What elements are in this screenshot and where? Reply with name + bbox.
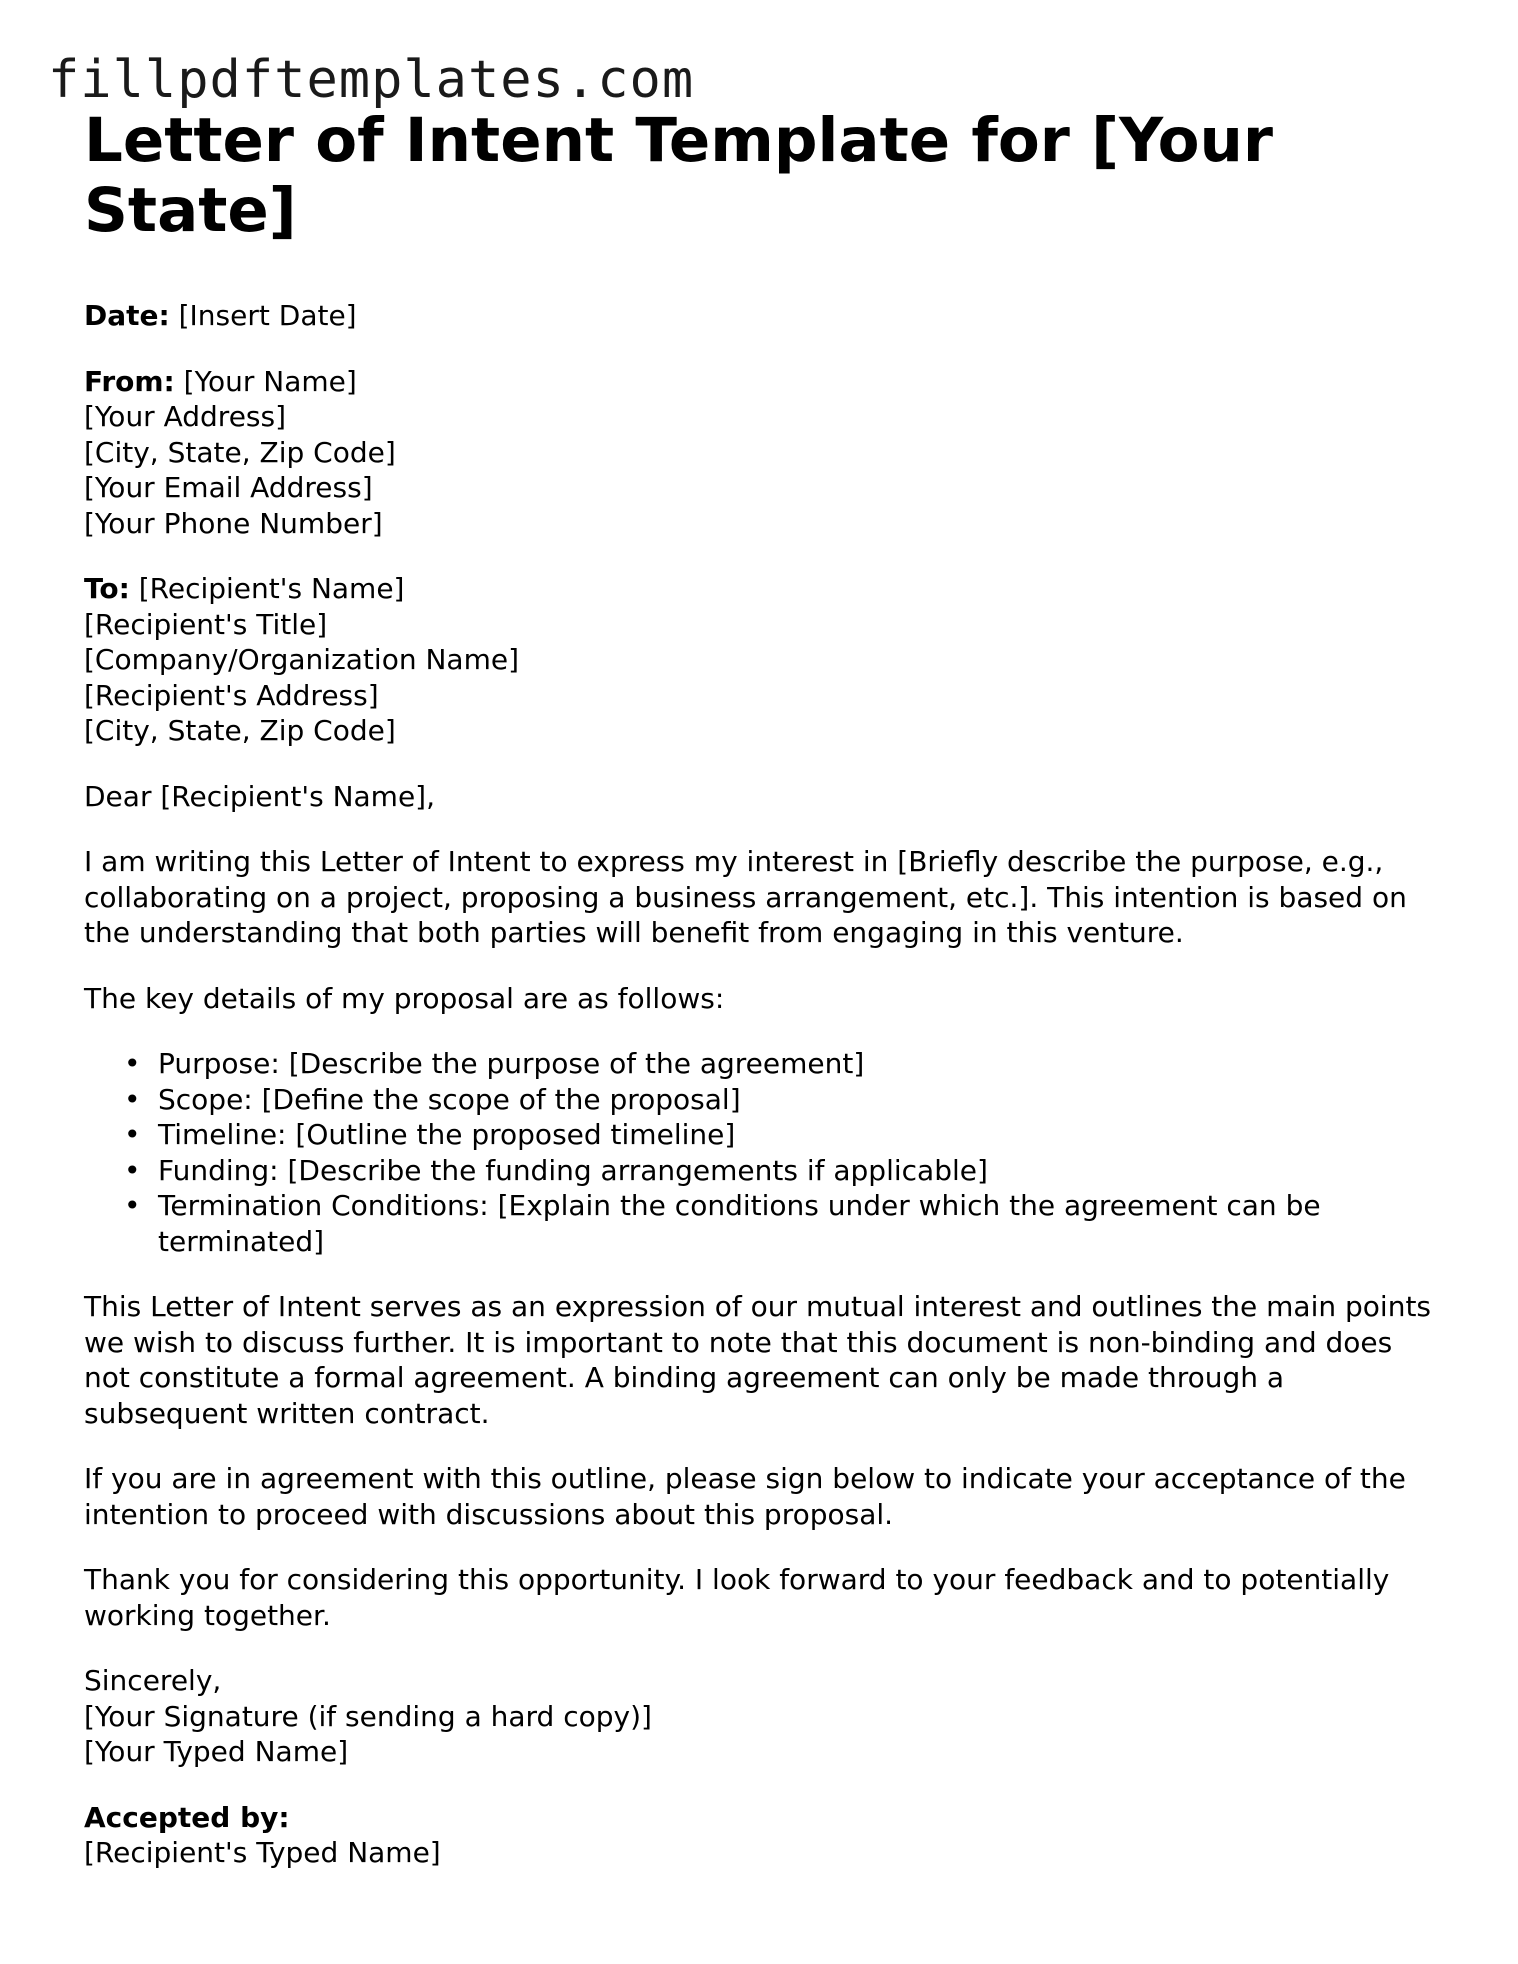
to-label: To:	[84, 572, 130, 605]
recipient-typed-name: [Recipient's Typed Name]	[84, 1836, 441, 1869]
sender-typed-name: [Your Typed Name]	[84, 1735, 349, 1768]
list-item: • Funding: [Describe the funding arrangements if applicable]	[124, 1153, 988, 1187]
list-item: • Purpose: [Describe the purpose of the agreement]	[124, 1047, 865, 1080]
bullet-icon: •	[124, 1153, 141, 1187]
recipient-block	[84, 571, 1444, 749]
from-label: From:	[84, 364, 175, 398]
site-watermark: fillpdftemplates.com	[48, 50, 695, 110]
sender-city-state-zip: [City, State, Zip Code]	[84, 435, 396, 469]
sender-address: [Your Address]	[84, 400, 287, 433]
recipient-organization: [Company/Organization Name]	[84, 643, 519, 676]
nonbinding-paragraph: This Letter of Intent serves as an expression of our mutual interest and outlines the main points we wish to discuss further. It is important to note that this document is non-binding and does not constitute a formal agreement. A binding agreement can only be made through a subsequent written contract.	[84, 1290, 1432, 1430]
recipient-title: [Recipient's Title]	[84, 607, 328, 641]
proposal-details-list	[84, 1046, 1444, 1259]
valediction: Sincerely,	[84, 1664, 222, 1697]
bullet-icon: •	[124, 1082, 141, 1116]
salutation: Dear [Recipient's Name],	[84, 779, 435, 813]
recipient-name: [Recipient's Name]	[138, 572, 405, 605]
details-intro: The key details of my proposal are as follows:	[84, 981, 725, 1015]
recipient-city-state-zip: [City, State, Zip Code]	[84, 714, 396, 747]
signature-placeholder: [Your Signature (if sending a hard copy)]	[84, 1699, 652, 1733]
sender-phone: [Your Phone Number]	[84, 506, 383, 540]
intro-paragraph: I am writing this Letter of Intent to express my interest in [Briefly describe the purpose, e.g., collaborating on a project, proposing a business arrangement, etc.]. This intention is based on the understanding that both parties will benefit from engaging in this venture.	[84, 845, 1407, 949]
letter-document	[84, 106, 1444, 1871]
document-title: Letter of Intent Template for [Your State]	[84, 105, 1273, 246]
accepted-by-label: Accepted by:	[84, 1800, 290, 1834]
sender-block	[84, 364, 1444, 542]
sender-email: [Your Email Address]	[84, 471, 373, 504]
list-item: • Termination Conditions: [Explain the conditions under which the agreement can be terminated]	[124, 1189, 1321, 1258]
bullet-icon: •	[124, 1047, 141, 1080]
acceptance-block	[84, 1800, 1444, 1871]
agreement-paragraph: If you are in agreement with this outline, please sign below to indicate your acceptance of the intention to proceed with discussions about this proposal.	[84, 1462, 1406, 1531]
bullet-icon: •	[124, 1118, 141, 1151]
bullet-icon: •	[124, 1189, 141, 1222]
sender-name: [Your Name]	[183, 364, 357, 398]
date-value: [Insert Date]	[178, 299, 357, 332]
date-block	[84, 298, 1444, 334]
date-label: Date:	[84, 299, 170, 332]
thanks-paragraph: Thank you for considering this opportunity. I look forward to your feedback and to potentially working together.	[84, 1563, 1390, 1632]
list-item: • Scope: [Define the scope of the proposal]	[124, 1082, 741, 1116]
list-item: • Timeline: [Outline the proposed timeline]	[124, 1118, 736, 1151]
closing-block	[84, 1663, 1444, 1770]
recipient-address: [Recipient's Address]	[84, 678, 379, 712]
